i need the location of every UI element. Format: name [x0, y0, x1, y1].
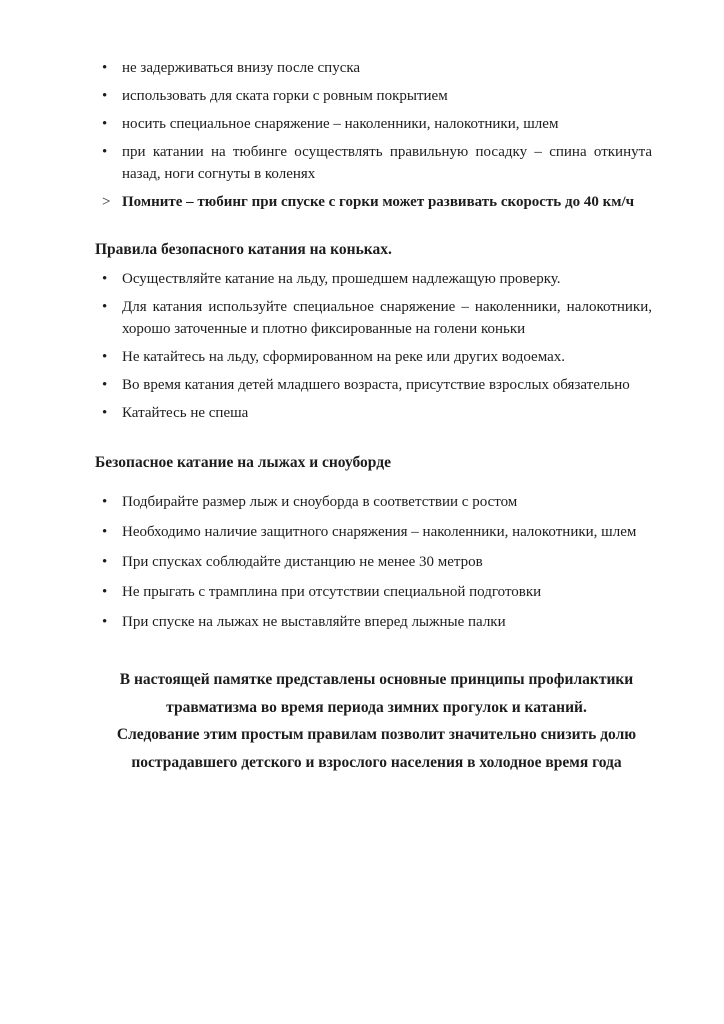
- list-item-text: не задерживаться внизу после спуска: [122, 60, 361, 76]
- tubing-rules-list: [95, 57, 652, 213]
- arrow-bullet-icon: >: [102, 194, 111, 210]
- list-item-text: носить специальное снаряжение – наколенники, налокотники, шлем: [122, 116, 559, 132]
- list-item: [95, 57, 652, 79]
- list-item-text: Необходимо наличие защитного снаряжения – наколенники, налокотники, шлем: [122, 524, 637, 540]
- list-item: [95, 548, 652, 577]
- list-item: [95, 141, 652, 185]
- conclusion-sentence: Следование этим простым правилам позволит значительно снизить долю пострадавшего детского и взрослого населения в холодное время года: [116, 726, 637, 771]
- list-item-text: Подбирайте размер лыж и сноуборда в соответствии с ростом: [122, 494, 518, 510]
- bullet-icon: •: [102, 88, 108, 104]
- list-item-text: Во время катания детей младшего возраста, присутствие взрослых обязательно: [122, 377, 630, 393]
- list-item-text: При спуске на лыжах не выставляйте вперед лыжные палки: [122, 614, 506, 630]
- document-content: [95, 57, 652, 776]
- bullet-icon: •: [102, 554, 108, 570]
- list-item-text: использовать для ската горки с ровным покрытием: [122, 88, 448, 104]
- bullet-icon: •: [102, 524, 108, 540]
- bullet-icon: •: [102, 494, 108, 510]
- list-item-text: При спусках соблюдайте дистанцию не менее 30 метров: [122, 554, 483, 570]
- skating-rules-list: [95, 268, 652, 424]
- list-item: [95, 488, 652, 517]
- list-item: [95, 296, 652, 340]
- list-item: [95, 578, 652, 607]
- list-item-text: Осуществляйте катание на льду, прошедшем надлежащую проверку.: [122, 271, 561, 287]
- list-item: [95, 402, 652, 424]
- section-ski-snowboard-rules: [95, 452, 652, 637]
- bullet-icon: •: [102, 405, 108, 421]
- list-item-text: Катайтесь не спеша: [122, 405, 249, 421]
- bullet-icon: •: [102, 614, 108, 630]
- bullet-icon: •: [102, 584, 108, 600]
- list-item-text: Для катания используйте специальное снаряжение – наколенники, налокотники, хорошо заточенные и плотно фиксированные на голени коньки: [122, 299, 652, 337]
- bullet-icon: •: [102, 349, 108, 365]
- list-item: [95, 346, 652, 368]
- bullet-icon: •: [102, 116, 108, 132]
- list-item: [95, 268, 652, 290]
- list-item-text: при катании на тюбинге осуществлять правильную посадку – спина откинута назад, ноги согнуты в коленях: [122, 144, 652, 182]
- conclusion-paragraph: [74, 666, 679, 776]
- section-tubing-rules: [95, 57, 652, 213]
- conclusion-sentence: В настоящей памятке представлены основные принципы профилактики травматизма во время периода зимних прогулок и катаний.: [119, 671, 634, 716]
- list-item: [95, 191, 652, 213]
- list-item: [95, 113, 652, 135]
- bullet-icon: •: [102, 299, 108, 315]
- list-item: [95, 374, 652, 396]
- section-skating-rules: [95, 239, 652, 424]
- list-item: [95, 518, 652, 547]
- ski-snowboard-heading: Безопасное катание на лыжах и сноуборде: [95, 454, 391, 471]
- bullet-icon: •: [102, 144, 108, 160]
- list-item: [95, 85, 652, 107]
- bullet-icon: •: [102, 377, 108, 393]
- list-item-text: Помните – тюбинг при спуске с горки может развивать скорость до 40 км/ч: [122, 194, 635, 210]
- list-item-text: Не катайтесь на льду, сформированном на реке или других водоемах.: [122, 349, 566, 365]
- bullet-icon: •: [102, 271, 108, 287]
- skating-rules-heading: Правила безопасного катания на коньках.: [95, 241, 392, 258]
- bullet-icon: •: [102, 60, 108, 76]
- list-item-text: Не прыгать с трамплина при отсутствии специальной подготовки: [122, 584, 542, 600]
- ski-snowboard-list: [95, 488, 652, 637]
- list-item: [95, 608, 652, 637]
